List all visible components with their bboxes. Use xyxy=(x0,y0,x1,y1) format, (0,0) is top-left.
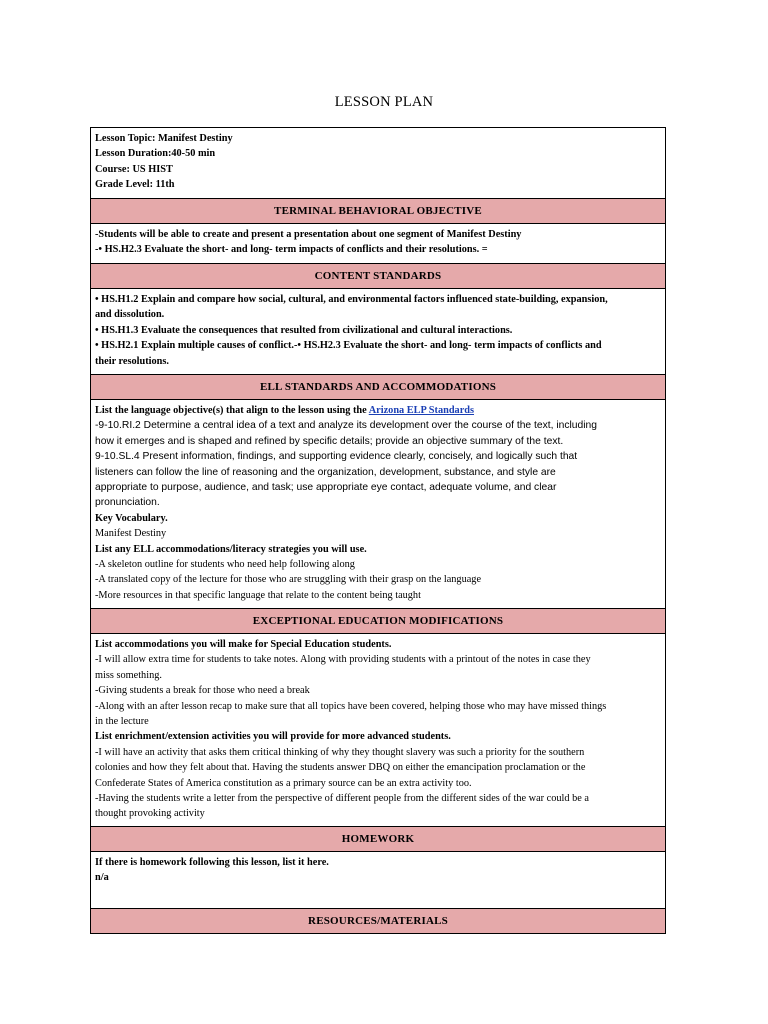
homework-label: If there is homework following this lesson, list it here. xyxy=(95,857,329,868)
homework-section xyxy=(91,852,665,909)
ell-accommodation-item: -A translated copy of the lecture for those who are struggling with their grasp on the language xyxy=(95,574,482,586)
arizona-elp-standards-link[interactable]: Arizona ELP Standards xyxy=(368,405,475,416)
ell-standard-line: listeners can follow the line of reasoning and the organization, development, substance, and style are xyxy=(95,466,556,478)
enrichment-line: -Having the students write a letter from the perspective of different people from the different sides of the war could be a xyxy=(95,793,589,805)
sped-accommodation-line: miss something. xyxy=(95,669,162,681)
sped-accommodation-line: -Giving students a break for those who need a break xyxy=(95,685,310,697)
lesson-duration: Lesson Duration:40-50 min xyxy=(95,148,216,160)
resources-header: RESOURCES/MATERIALS xyxy=(91,908,665,934)
terminal-objective-line: -• HS.H2.3 Evaluate the short- and long- term impacts of conflicts and their resolutions. = xyxy=(95,244,488,256)
enrichment-line: thought provoking activity xyxy=(95,808,205,820)
sped-accommodation-line: in the lecture xyxy=(95,716,149,728)
content-standard-line: • HS.H2.1 Explain multiple causes of conflict.-• HS.H2.3 Evaluate the short- and long- term impacts of conflicts and xyxy=(95,340,602,352)
content-standard-line: • HS.H1.2 Explain and compare how social, cultural, and environmental factors influenced state-building, expansion, xyxy=(95,294,608,305)
sped-accommodation-line: -Along with an after lesson recap to make sure that all topics have been covered, helping those who may have missed things xyxy=(95,700,607,712)
sped-accommodation-line: -I will allow extra time for students to take notes. Along with providing students with a printout of the notes in case they xyxy=(95,654,591,666)
homework-value: n/a xyxy=(95,872,109,884)
terminal-objective-header: TERMINAL BEHAVIORAL OBJECTIVE xyxy=(91,198,665,224)
content-standards-header: CONTENT STANDARDS xyxy=(91,263,665,289)
homework-header: HOMEWORK xyxy=(91,826,665,852)
content-standard-line: and dissolution. xyxy=(95,309,165,321)
enrichment-line: colonies and how they felt about that. Having the students answer DBQ on either the emancipation proclamation or the xyxy=(95,762,586,774)
content-standard-line: their resolutions. xyxy=(95,355,169,367)
ell-accommodations-label: List any ELL accommodations/literacy strategies you will use. xyxy=(95,543,367,555)
lesson-plan-table xyxy=(90,127,666,934)
enrichment-line: Confederate States of America constitution as a primary source can be an extra activity too. xyxy=(95,777,472,789)
key-vocabulary-label: Key Vocabulary. xyxy=(95,512,168,524)
ell-standards-header: ELL STANDARDS AND ACCOMMODATIONS xyxy=(91,374,665,400)
page-title: LESSON PLAN xyxy=(334,94,434,110)
key-vocabulary-value: Manifest Destiny xyxy=(95,528,167,540)
ell-standard-line: appropriate to purpose, audience, and task; use appropriate eye contact, adequate volume, and clear xyxy=(95,482,557,494)
lesson-course: Course: US HIST xyxy=(95,163,173,175)
sped-accommodations-label: List accommodations you will make for Special Education students. xyxy=(95,639,392,650)
exceptional-education-section xyxy=(91,634,665,827)
terminal-objective-line: -Students will be able to create and present a presentation about one segment of Manifest Destiny xyxy=(95,229,522,240)
exceptional-education-header: EXCEPTIONAL EDUCATION MODIFICATIONS xyxy=(91,608,665,634)
content-standards-section xyxy=(91,289,665,375)
lesson-topic: Lesson Topic: Manifest Destiny xyxy=(95,133,233,144)
enrichment-label: List enrichment/extension activities you will provide for more advanced students. xyxy=(95,731,451,743)
ell-accommodation-item: -More resources in that specific language that relate to the content being taught xyxy=(95,589,421,601)
ell-standard-line: how it emerges and is shaped and refined by specific details; provide an objective summary of the text. xyxy=(95,435,564,447)
enrichment-line: -I will have an activity that asks them critical thinking of why they thought slavery was such a priority for the southern xyxy=(95,746,585,758)
ell-standard-line: 9-10.SL.4 Present information, findings, and supporting evidence clearly, concisely, and logically such that xyxy=(95,451,578,463)
content-standard-line: • HS.H1.3 Evaluate the consequences that resulted from civilizational and cultural interactions. xyxy=(95,324,513,336)
lesson-info-section xyxy=(91,128,665,199)
lesson-grade: Grade Level: 11th xyxy=(95,179,175,191)
ell-standards-section xyxy=(91,400,665,609)
terminal-objective-section xyxy=(91,224,665,264)
ell-objective-intro xyxy=(95,403,661,418)
ell-accommodation-item: -A skeleton outline for students who need help following along xyxy=(95,559,355,571)
ell-standard-line: -9-10.RI.2 Determine a central idea of a text and analyze its development over the course of the text, including xyxy=(95,420,597,432)
ell-standard-line: pronunciation. xyxy=(95,497,160,509)
ell-objective-label: List the language objective(s) that align to the lesson using the xyxy=(95,405,369,416)
